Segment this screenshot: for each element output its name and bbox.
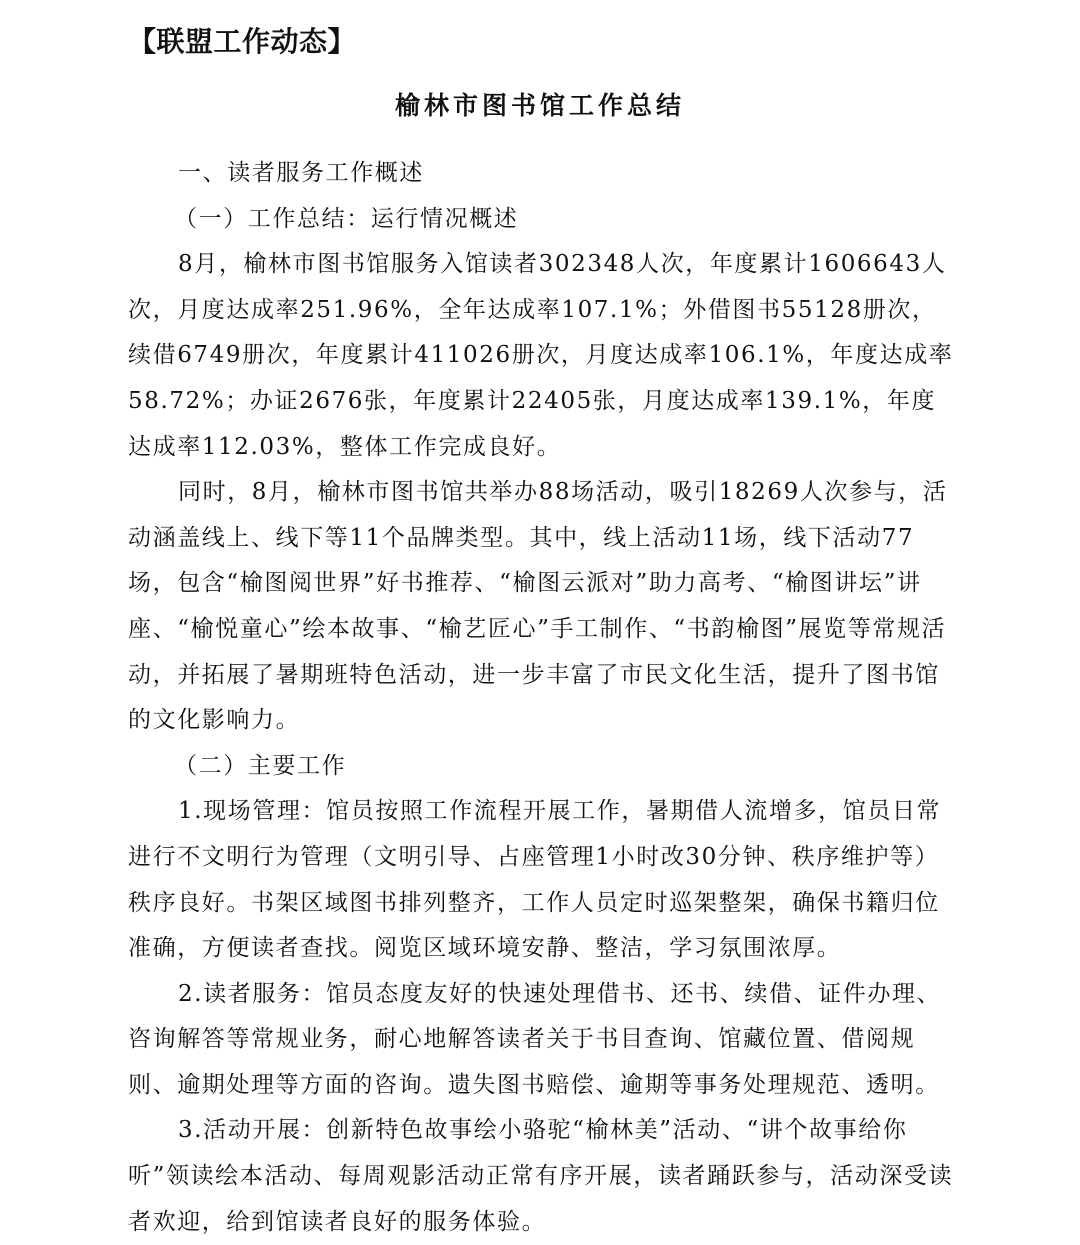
heading-main-work: （二）主要工作 [174, 752, 347, 779]
heading-level-1: 一、读者服务工作概述 [178, 160, 424, 186]
heading-work-summary: （一）工作总结：运行情况概述 [174, 205, 519, 232]
item-reader-service: 2.读者服务：馆员态度友好的快速处理借书、还书、续借、证件办理、咨询解答等常规业务，耐心地解答读者关于书目查询、馆藏位置、借阅规则、逾期处理等方面的咨询。遗失图书赔偿、逾期等事务处理规范、透明。 [128, 980, 942, 1098]
paragraph-statistics: 8月，榆林市图书馆服务入馆读者302348人次，年度累计1606643人次，月度达成率251.96%，全年达成率107.1%；外借图书55128册次，续借6749册次，年度累计411026册次，月度达成率106.1%，年度达成率58.72%；办证2676张，年度累计22405张，月度达成率139.1%，年度达成率112.03%，整体工作完成良好。 [128, 251, 954, 460]
item-site-management: 1.现场管理：馆员按照工作流程开展工作，暑期借人流增多，馆员日常进行不文明行为管理（文明引导、占座管理1小时改30分钟、秩序维护等）秩序良好。书架区域图书排列整齐，工作人员定时巡架整架，确保书籍归位准确，方便读者查找。阅览区域环境安静、整洁，学习氛围浓厚。 [128, 798, 942, 962]
document-title: 榆林市图书馆工作总结 [394, 91, 685, 120]
item-activities: 3.活动开展：创新特色故事绘小骆驼“榆林美”活动、“讲个故事给你听”领读绘本活动、每周观影活动正常有序开展，读者踊跃参与，活动深受读者欢迎，给到馆读者良好的服务体验。 [128, 1117, 954, 1235]
paragraph-activities: 同时，8月，榆林市图书馆共举办88场活动，吸引18269人次参与，活动涵盖线上、线下等11个品牌类型。其中，线上活动11场，线下活动77场，包含“榆图阅世界”好书推荐、“榆图云派对”助力高考、“榆图讲坛”讲座、“榆悦童心”绘本故事、“榆艺匠心”手工制作、“书韵榆图”展览等常规活动，并拓展了暑期班特色活动，进一步丰富了市民文化生活，提升了图书馆的文化影响力。 [128, 479, 948, 734]
section-tag: 【联盟工作动态】 [128, 25, 357, 58]
document-body [128, 151, 958, 1245]
